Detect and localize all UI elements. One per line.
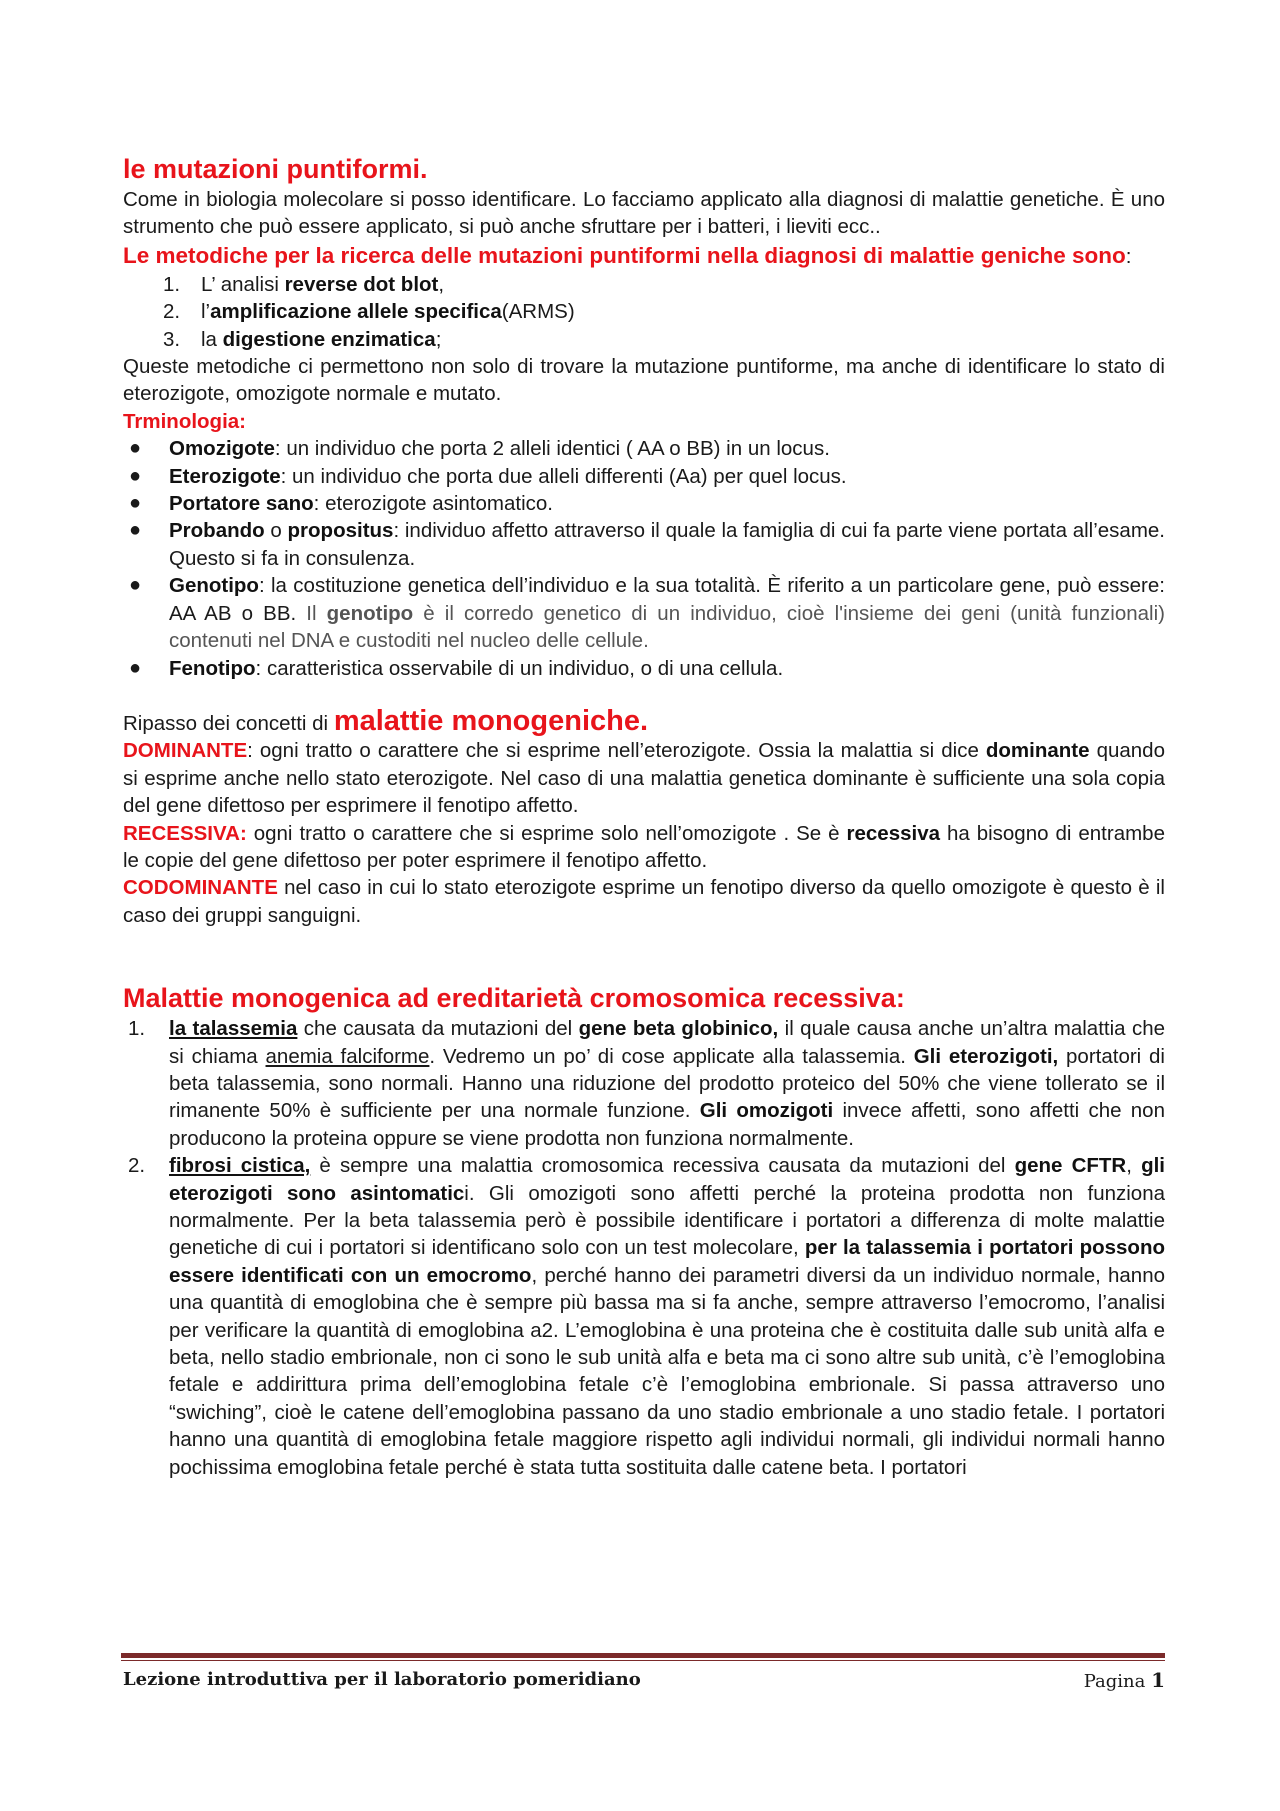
recessive-paragraph: RECESSIVA: ogni tratto o carattere che si esprime solo nell’omozigote . Se è recessiva ha bisogno di entrambe le copie del gene difettoso per poter esprimere il fenotipo affetto. [123,821,1165,872]
list-item: 2. l’amplificazione allele specifica(ARMS) [163,300,575,324]
list-item: 1. la talassemia che causata da mutazioni del gene beta globinico, il quale causa anche un’altra malattia che si chiama anemia falciforme. Vedremo un po’ di cose applicate alla talassemia. Gli eterozigoti, portatori di beta talassemia, sono normali. Hanno una riduzione del prodotto proteico del 50% che viene tollerato se il rimanente 50% è sufficiente per una normale funzione. Gli omozigoti invece affetti, sono affetti che non producono la proteina oppure se viene prodotta non funziona normalmente. [128,1017,1166,1150]
bullet-icon: ● [129,656,142,679]
recessive-section-title: Malattie monogenica ad ereditarietà cromosomica recessiva: [123,983,905,1014]
list-item: 3. la digestione enzimatica; [163,327,442,351]
methods-note: Queste metodiche ci permettono non solo di trovare la mutazione puntiforme, ma anche di identificare lo stato di eterozigote, omozigote normale e mutato. [123,355,1165,406]
bullet-icon: ● [129,464,142,487]
list-item: ● Eterozigote: un individuo che porta due alleli differenti (Aa) per quel locus. [123,463,1165,490]
monogenic-heading: Ripasso dei concetti di malattie monogeniche. [123,704,649,737]
footer-divider [121,1653,1165,1658]
dominant-paragraph: DOMINANTE: ogni tratto o carattere che si esprime nell’eterozigote. Ossia la malattia si dice dominante quando si esprime anche nello stato eterozigote. Nel caso di una malattia genetica dominante è sufficiente una sola copia del gene difettoso per esprimere il fenotipo affetto. [123,739,1165,818]
codominant-paragraph: CODOMINANTE nel caso in cui lo stato eterozigote esprime un fenotipo diverso da quello omozigote è questo è il caso dei gruppi sanguigni. [123,876,1165,927]
footer-title: Lezione introduttiva per il laboratorio pomeridiano [123,1669,641,1690]
page-content [123,152,1165,1481]
page-number: Pagina 1 [1083,1668,1165,1692]
list-item: ● Fenotipo: caratteristica osservabile di un individuo, o di una cellula. [123,655,1165,682]
footer-divider-thin [121,1660,1165,1661]
section-title: le mutazioni puntiformi. [123,154,428,184]
methods-heading: Le metodiche per la ricerca delle mutazioni puntiformi nella diagnosi di malattie geniche sono: [123,242,1132,268]
list-item: 2. fibrosi cistica, è sempre una malattia cromosomica recessiva causata da mutazioni del gene CFTR, gli eterozigoti sono asintomatici. Gli omozigoti sono affetti perché la proteina prodotta non funziona normalmente. Per la beta talassemia però è possibile identificare i portatori a differenza di molte malattie genetiche di cui i portatori si identificano solo con un test molecolare, per la talassemia i portatori possono essere identificati con un emocromo, perché hanno dei parametri diversi da un individuo normale, hanno una quantità di emoglobina che è sempre più bassa ma si fa anche, sempre attraverso l’emocromo, l’analisi per verificare la quantità di emoglobina a2. L’emoglobina è una proteina che è costituita dalle sub unità alfa e beta, nello stadio embrionale, non ci sono le sub unità alfa e beta ma ci sono altre sub unità, c’è l’emoglobina fetale e addirittura prima dell’emoglobina fetale c’è l’emoglobina embrionale. Si passa attraverso uno “swiching”, cioè le catene dell’emoglobina passano da uno stadio embrionale a uno stadio fetale. I portatori hanno una quantità di emoglobina fetale maggiore rispetto agli individui normali, gli individui normali hanno pochissima emoglobina fetale perché è stata tutta sostituita dalle catene beta. I portatori [128,1154,1166,1479]
list-item: ● Omozigote: un individuo che porta 2 alleli identici ( AA o BB) in un locus. [123,435,1165,462]
bullet-icon: ● [129,492,142,515]
intro-paragraph: Come in biologia molecolare si posso identificare. Lo facciamo applicato alla diagnosi di malattie genetiche. È uno strumento che può essere applicato, si può anche sfruttare per i batteri, i lieviti ecc.. [123,188,1165,239]
bullet-icon: ● [129,519,142,542]
bullet-icon: ● [129,437,142,460]
page-footer [123,1668,1165,1694]
list-item: 1. L’ analisi reverse dot blot, [163,272,445,296]
list-item: ● Genotipo: la costituzione genetica dell’individuo e la sua totalità. È riferito a un particolare gene, può essere: AA AB o BB. Il genotipo è il corredo genetico di un individuo, cioè l'insieme dei geni (unità funzionali) contenuti nel DNA e custoditi nel nucleo delle cellule. [129,574,1165,653]
terminology-list [123,435,1165,682]
spacer [123,929,1165,981]
disease-list [123,1015,1165,1481]
methods-list [123,271,1165,353]
list-item: ● Portatore sano: eterozigote asintomatico. [123,490,1165,517]
terminology-heading: Trminologia: [123,409,246,433]
list-item: ● Probando o propositus: individuo affetto attraverso il quale la famiglia di cui fa parte viene portata all’esame. Questo si fa in consulenza. [129,519,1165,570]
bullet-icon: ● [129,574,142,597]
